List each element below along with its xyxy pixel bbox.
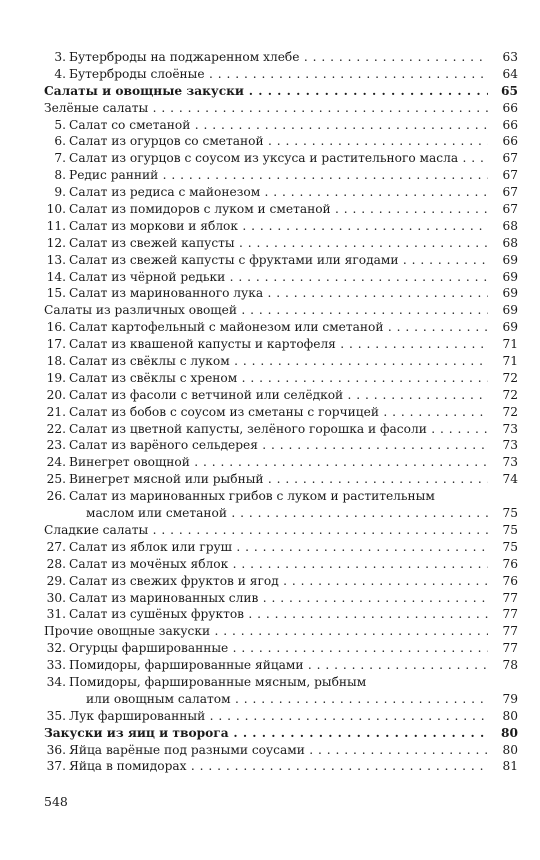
toc-entry — [44, 404, 518, 421]
toc-entry-number: 37. — [46, 759, 66, 774]
toc-entry — [44, 606, 518, 623]
toc-entry-title: Салат из бобов с соусом из сметаны с горчицей . . . — [69, 404, 488, 421]
toc-entry-number: 17. — [46, 337, 66, 352]
toc-entry — [44, 590, 518, 607]
toc-entry — [44, 336, 518, 353]
toc-entry-title: Салат из огурцов со сметаной . . . — [69, 133, 488, 150]
toc-entry-number: 21. — [46, 404, 66, 419]
toc-entry-title: Бутерброды слоёные . . . — [69, 66, 488, 83]
toc-entry-number: 27. — [46, 539, 66, 554]
toc-entry — [44, 539, 518, 556]
toc-entry — [44, 252, 518, 269]
toc-entry-page: 66 — [502, 134, 518, 149]
toc-entry-page: 63 — [502, 50, 518, 64]
toc-entry-title: Прочие овощные закуски . . . — [44, 623, 488, 640]
toc-entry-page: 71 — [502, 354, 518, 369]
toc-entry-page: 65 — [501, 83, 518, 98]
toc-entry-title: Лук фаршированный . . . — [69, 708, 488, 725]
toc-entry-title: Салат из моркови и яблок . . . — [69, 218, 488, 235]
toc-entry-title: Салат из чёрной редьки . . . — [69, 269, 488, 286]
toc-entry-title: Салат из фасоли с ветчиной или селёдкой . . . — [69, 387, 488, 404]
toc-entry-page: 75 — [502, 539, 518, 554]
toc-entry-number: 29. — [46, 573, 66, 588]
toc-entry-title: Салат из сушёных фруктов . . . — [69, 606, 488, 623]
toc-entry — [44, 657, 518, 674]
toc-entry-page: 69 — [502, 320, 518, 335]
toc-entry-title: Салат из свежих фруктов и ягод . . . — [69, 573, 488, 590]
table-of-contents — [44, 49, 518, 775]
toc-subheading — [44, 623, 518, 640]
toc-entry — [44, 49, 518, 66]
toc-entry-title: Салат из варёного сельдерея . . . — [69, 437, 488, 454]
toc-entry-page: 73 — [502, 455, 518, 470]
toc-entry-page: 66 — [502, 100, 518, 115]
toc-entry-page: 77 — [502, 590, 518, 605]
toc-entry-title: Помидоры, фаршированные мясным, рыбным — [69, 674, 367, 689]
toc-subheading — [44, 302, 518, 319]
toc-entry-number: 32. — [46, 641, 66, 656]
toc-entry-number: 25. — [46, 472, 66, 487]
toc-entry — [44, 370, 518, 387]
toc-entry-number: 12. — [46, 235, 66, 250]
toc-entry-page: 69 — [502, 269, 518, 284]
toc-entry-page: 72 — [502, 387, 518, 402]
toc-entry — [44, 471, 518, 488]
toc-entry-number: 13. — [46, 252, 66, 267]
toc-entry — [44, 269, 518, 286]
toc-entry-number: 6. — [54, 134, 66, 149]
toc-entry-title: Салат из редиса с майонезом . . . — [69, 184, 488, 201]
toc-entry-title: Салаты из различных овощей . . . — [44, 302, 488, 319]
toc-entry — [44, 421, 518, 438]
toc-entry-number: 28. — [46, 556, 66, 571]
toc-entry-title: Салат из свежей капусты . . . — [69, 235, 488, 252]
toc-entry-page: 75 — [502, 506, 518, 521]
toc-entry-title: Салаты и овощные закуски . . . — [44, 83, 488, 100]
toc-entry-title: Зелёные салаты . . . — [44, 100, 488, 117]
toc-entry-number: 20. — [46, 387, 66, 402]
toc-entry-number: 14. — [46, 269, 66, 284]
toc-entry — [44, 640, 518, 657]
toc-entry-number: 19. — [46, 370, 66, 385]
toc-entry-title: Яйца варёные под разными соусами . . . — [69, 742, 488, 759]
toc-entry — [44, 488, 518, 505]
toc-entry-number: 5. — [54, 117, 66, 132]
toc-entry-number: 35. — [46, 708, 66, 723]
toc-entry — [44, 437, 518, 454]
toc-entry-number: 30. — [46, 590, 66, 605]
toc-entry-title: Салат картофельный с майонезом или сметаной . . . — [69, 319, 488, 336]
toc-entry-title: Яйца в помидорах . . . — [69, 758, 488, 775]
toc-entry-page: 67 — [502, 185, 518, 200]
toc-entry-title: Салат из яблок или груш . . . — [69, 539, 488, 556]
toc-entry-number: 18. — [46, 354, 66, 369]
toc-entry-title: Помидоры, фаршированные яйцами . . . — [69, 657, 488, 674]
toc-entry-title: Салат из квашеной капусты и картофеля . . . — [69, 336, 488, 353]
toc-entry-page: 66 — [502, 117, 518, 132]
toc-entry-page: 67 — [502, 202, 518, 217]
toc-entry-page: 64 — [502, 66, 518, 81]
toc-entry — [44, 708, 518, 725]
toc-entry — [44, 66, 518, 83]
toc-entry-page: 69 — [502, 252, 518, 267]
toc-entry-page: 79 — [502, 691, 518, 706]
toc-entry-number: 26. — [46, 489, 66, 504]
toc-entry-page: 80 — [501, 725, 518, 740]
toc-entry-number: 24. — [46, 455, 66, 470]
toc-entry-number: 10. — [46, 202, 66, 217]
toc-entry-page: 78 — [502, 658, 518, 673]
toc-entry-page: 73 — [502, 421, 518, 436]
toc-entry-title: Салат из огурцов с соусом из уксуса и растительного масла . . . — [69, 150, 488, 167]
toc-entry-page: 73 — [502, 438, 518, 453]
toc-entry-number: 8. — [54, 168, 66, 183]
toc-subheading — [44, 100, 518, 117]
toc-entry-page: 80 — [502, 742, 518, 757]
toc-subheading — [44, 522, 518, 539]
toc-entry-title: Салат из свежей капусты с фруктами или ягодами . . . — [69, 252, 488, 269]
toc-entry — [44, 201, 518, 218]
toc-entry-page: 75 — [502, 522, 518, 537]
toc-entry-title: маслом или сметаной . . . — [86, 505, 488, 522]
toc-entry — [44, 150, 518, 167]
toc-entry — [44, 573, 518, 590]
toc-section — [44, 83, 518, 100]
toc-entry — [44, 742, 518, 759]
toc-entry — [44, 184, 518, 201]
toc-entry-page: 77 — [502, 607, 518, 622]
toc-entry-number: 16. — [46, 320, 66, 335]
toc-entry-page: 76 — [502, 573, 518, 588]
toc-entry-number: 4. — [54, 66, 66, 81]
toc-entry-number: 9. — [54, 185, 66, 200]
toc-entry-page: 74 — [502, 472, 518, 487]
toc-entry — [44, 285, 518, 302]
toc-entry-title: Сладкие салаты . . . — [44, 522, 488, 539]
toc-entry-number: 23. — [46, 438, 66, 453]
toc-entry-title: Салат из свёклы с луком . . . — [69, 353, 488, 370]
toc-entry-title: Огурцы фаршированные . . . — [69, 640, 488, 657]
toc-entry-page: 80 — [502, 708, 518, 723]
toc-entry-title: Салат из маринованного лука . . . — [69, 285, 488, 302]
toc-entry-title: Винегрет овощной . . . — [69, 454, 488, 471]
toc-entry-number: 33. — [46, 658, 66, 673]
toc-entry-title: Салат из маринованных грибов с луком и растительным — [69, 489, 435, 504]
toc-entry-page: 67 — [502, 151, 518, 166]
toc-entry — [44, 387, 518, 404]
toc-entry-title: Салат из маринованных слив . . . — [69, 590, 488, 607]
toc-entry-number: 11. — [46, 218, 66, 233]
toc-entry-title: или овощным салатом . . . — [86, 691, 488, 708]
toc-entry-page: 69 — [502, 303, 518, 318]
toc-entry-number: 15. — [46, 286, 66, 301]
toc-entry-number: 3. — [54, 50, 66, 64]
toc-entry — [44, 353, 518, 370]
toc-entry-page: 77 — [502, 624, 518, 639]
toc-entry — [44, 167, 518, 184]
toc-entry-title: Закуски из яиц и творога . . . — [44, 725, 488, 742]
toc-entry-title: Салат из цветной капусты, зелёного горошка и фасоли . . . — [69, 421, 488, 438]
toc-entry-title: Винегрет мясной или рыбный . . . — [69, 471, 488, 488]
toc-entry-number: 34. — [46, 674, 66, 689]
toc-entry-number: 31. — [46, 607, 66, 622]
toc-entry-page: 68 — [502, 235, 518, 250]
toc-entry — [44, 235, 518, 252]
toc-entry-title: Редис ранний . . . — [69, 167, 488, 184]
toc-entry — [44, 454, 518, 471]
toc-entry-number: 7. — [54, 151, 66, 166]
toc-entry-number: 22. — [46, 421, 66, 436]
toc-entry-page: 71 — [502, 337, 518, 352]
toc-entry — [44, 218, 518, 235]
toc-entry-title: Салат из свёклы с хреном . . . — [69, 370, 488, 387]
toc-entry — [44, 691, 518, 708]
toc-entry — [44, 505, 518, 522]
toc-entry-page: 72 — [502, 404, 518, 419]
toc-entry-page: 77 — [502, 641, 518, 656]
toc-entry-title: Салат из помидоров с луком и сметаной . . . — [69, 201, 488, 218]
toc-entry — [44, 117, 518, 134]
toc-entry-page: 69 — [502, 286, 518, 301]
toc-entry — [44, 758, 518, 775]
toc-entry-title: Салат из мочёных яблок . . . — [69, 556, 488, 573]
toc-entry-page: 68 — [502, 218, 518, 233]
toc-entry — [44, 133, 518, 150]
toc-entry-page: 76 — [502, 556, 518, 571]
toc-entry — [44, 674, 518, 691]
toc-entry-number: 36. — [46, 742, 66, 757]
toc-entry-page: 72 — [502, 370, 518, 385]
toc-entry-page: 81 — [502, 759, 518, 774]
toc-section — [44, 725, 518, 742]
page-number: 548 — [44, 794, 68, 809]
toc-entry — [44, 319, 518, 336]
toc-entry-title: Салат со сметаной . . . — [69, 117, 488, 134]
toc-entry — [44, 556, 518, 573]
toc-entry-title: Бутерброды на поджаренном хлебе . . . — [69, 49, 488, 66]
toc-entry-page: 67 — [502, 168, 518, 183]
